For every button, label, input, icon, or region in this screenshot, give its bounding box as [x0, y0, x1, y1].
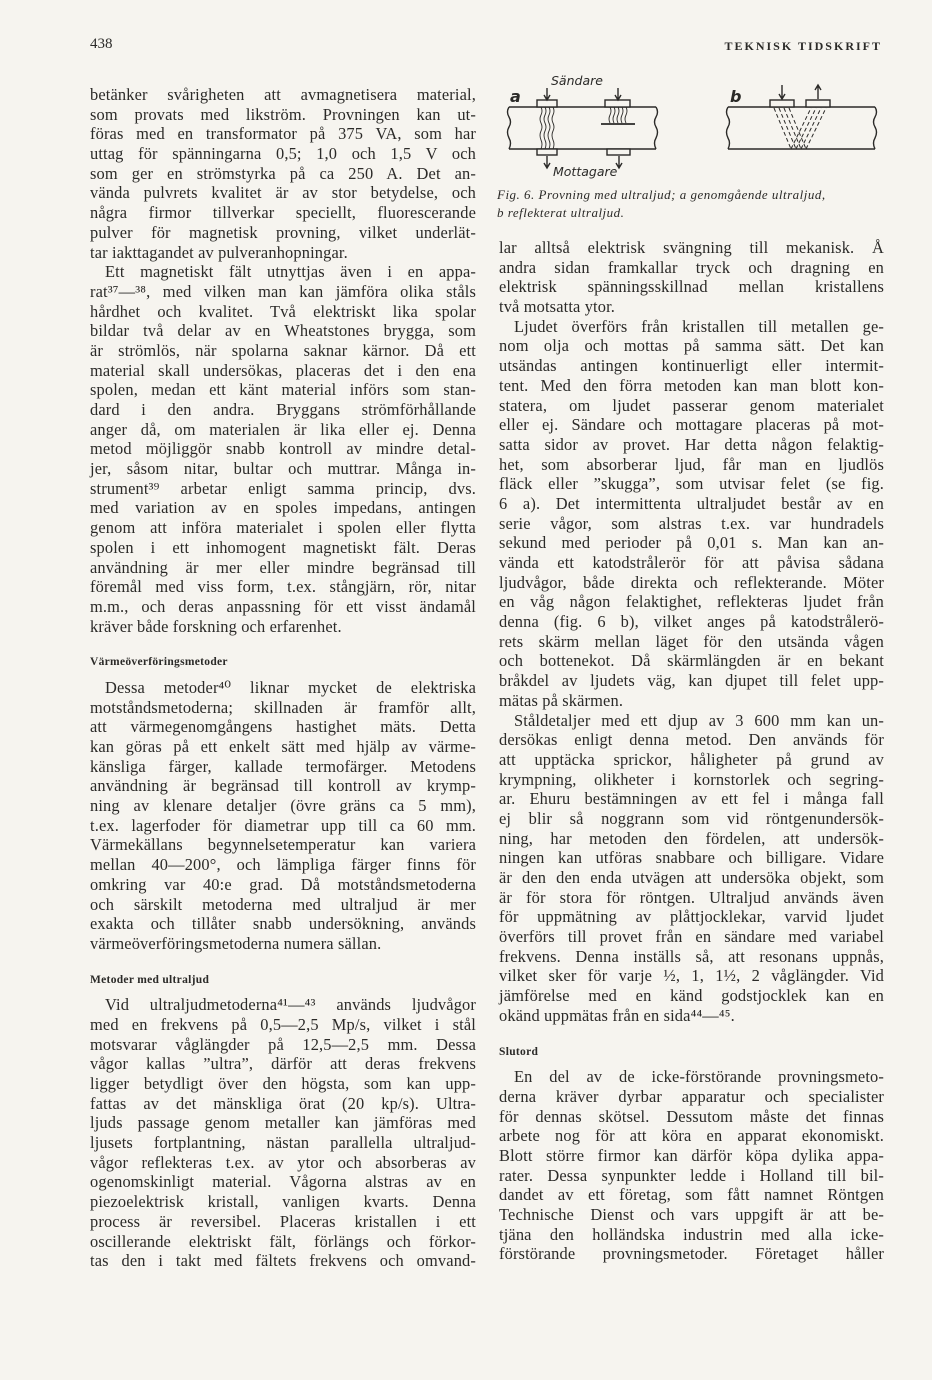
text-line: ning av klenare detaljer (övre gräns ca 5 mm),	[90, 796, 476, 816]
section-heading: Värmeöverföringsmetoder	[90, 656, 228, 669]
text-line: Blott större firmor kan därför köpa dylika appa-	[499, 1145, 884, 1165]
paragraph	[499, 317, 884, 711]
text-line: uttag för spänningarna 0,5; 1,0 och 1,5 V och	[90, 144, 476, 164]
text-line: tas den i takt med fältets frekvens och omvand-	[90, 1251, 476, 1271]
text-line: strument³⁹ arbetar enligt samma princip, dvs.	[90, 478, 476, 498]
text-line: som provats med likström. Provningen kan ut-	[90, 104, 476, 124]
text-line: statera, om ljudet passerar genom materialet	[499, 395, 884, 415]
text-line: motsvarar våglängder på 12,5—2,5 mm. Dessa	[90, 1034, 476, 1054]
text-line: med variation av en spoles impedans, antingen	[90, 498, 476, 518]
text-line: rets skärm mellan läget för den utsända vågen	[499, 631, 884, 651]
text-line: överförs till provet från en sändare med variabel	[499, 927, 884, 947]
text-line: fläck eller ”skugga”, som utvisar felet (se fig.	[499, 474, 884, 494]
right-text-column	[499, 238, 884, 1264]
text-line: eller ej. Sändare och mottagare placeras på mot-	[499, 415, 884, 435]
text-line: med en frekvens på 0,5—2,5 Mp/s, vilket i stål	[90, 1014, 476, 1034]
text-line: ningen kan utföras snabbare och billigare. Vidare	[499, 848, 884, 868]
text-line: ligger betydligt över den högsta, som kan upp-	[90, 1074, 476, 1093]
text-line: anger då, om materialen är lika eller ej. Denna	[90, 419, 476, 439]
text-line: kan göras på ett enkelt sätt med hjälp av värme-	[90, 737, 476, 756]
text-line: vända ett katodstrålerör för att påvisa sådana	[499, 553, 884, 572]
text-line: Värmekällans begynnelsetemperatur kan variera	[90, 835, 476, 855]
text-line: föras med en transformator på 375 VA, som har	[90, 124, 476, 144]
text-line: tar iakttagandet av pulveranhopningar.	[90, 242, 348, 262]
text-line: pulver för magnetisk provning, vilket underlät-	[90, 222, 476, 242]
text-line: Ett magnetiskt fält utnyttjas även i en appa-	[105, 262, 476, 282]
text-line: okänd uppmätas från en sida⁴⁴—⁴⁵.	[499, 1005, 735, 1025]
text-line: två motsatta ytor.	[499, 297, 616, 317]
text-line: En del av de icke-förstörande provningsmeto-	[514, 1067, 884, 1087]
text-line: Vid ultraljudmetoderna⁴¹—⁴³ används ljudvågor	[105, 995, 476, 1015]
text-line: frekvens. Denna inställs så, att resonans uppnås,	[499, 946, 884, 966]
text-line: dersökas enligt denna metod. Den används för	[499, 730, 884, 750]
text-line: rat³⁷—³⁸, med vilken man kan jämföra olika ståls	[90, 281, 476, 301]
text-line: 6 a). Det intermittenta ultraljudet består av en	[499, 493, 884, 513]
text-line: ej blir så noggrann som vid röntgenundersök-	[499, 808, 884, 828]
text-line: att upptäcka sprickor, håligheter på grund av	[499, 749, 884, 769]
text-line: är den den enda utvägen att undersöka objekt, som	[499, 868, 884, 887]
text-line: jämförelse med en känd godstjocklek kan en	[499, 986, 884, 1006]
text-line: Technische Dienst och vars uppgift är att be-	[499, 1205, 884, 1224]
text-line: ar. Ehuru bestämningen av ett fel i många fall	[499, 789, 884, 809]
page-number: 438	[90, 36, 113, 52]
text-line: vilket sker för varje ½, 1, 1½, 2 våglängder. Vid	[499, 966, 884, 986]
text-line: Ståldetaljer med ett djup av 3 600 mm kan un-	[514, 710, 884, 730]
sender-label: Sändare	[551, 73, 603, 88]
text-line: motståndsmetoderna; skillnaden är framför allt,	[90, 697, 476, 717]
text-line: dandet av ett företag, som fått namnet Röntgen	[499, 1185, 884, 1205]
text-line: utsändas antingen kontinuerligt eller intermit-	[499, 356, 884, 376]
text-line: vågor reflekteras t.ex. av ytor och absorberas av	[90, 1152, 476, 1172]
paragraph	[90, 85, 476, 262]
paragraph	[90, 678, 476, 954]
text-line: spolen, medan ett känt material införs som stan-	[90, 380, 476, 400]
text-line: som ger en strömstyrka på ca 250 A. Det an-	[90, 163, 476, 183]
text-line: satta sidor av provet. Har detta någon felaktig-	[499, 434, 884, 454]
receiver-label: Mottagare	[553, 164, 618, 179]
text-line: process är reversibel. Placeras kristallen i ett	[90, 1211, 476, 1231]
text-line: kräver både forskning och erfarenhet.	[90, 616, 342, 636]
paragraph	[499, 238, 884, 317]
text-line: Ljudet överförs från kristallen till metallen ge-	[514, 316, 884, 336]
text-line: och särskilt metoderna med ultraljud är mer	[90, 894, 476, 914]
text-line: arbete nog för att köra en apparat ekonomiskt.	[499, 1126, 884, 1146]
text-line: användning är begränsad till kontroll av krymp-	[90, 776, 476, 796]
text-line: användning är mer eller mindre begränsad till	[90, 557, 476, 577]
paragraph	[499, 1067, 884, 1264]
figure-6-ultrasound-diagram	[495, 70, 895, 230]
text-line: förstörande provningsmetoder. Företaget håller	[499, 1244, 884, 1264]
panel-a-workpiece	[508, 88, 658, 168]
section-heading: Slutord	[499, 1045, 539, 1058]
panel-b-workpiece	[727, 85, 877, 149]
text-line: och bottenekot. Då skärmlängden är en bekant	[499, 651, 884, 671]
paragraph	[90, 262, 476, 636]
text-line: serie vågor, som alstras t.ex. var hundradels	[499, 513, 884, 533]
text-line: lar alltså elektrisk svängning till mekanisk. Å	[499, 238, 884, 257]
text-line: exakta och tillåter snabb undersökning, används	[90, 914, 476, 934]
text-line: krympning, olikheter i kornstorlek och segring-	[499, 769, 884, 789]
text-line: derna kräver dyrbar apparatur och specialister	[499, 1086, 884, 1106]
text-line: ljudvågor, både direkta och reflekterande. Möter	[499, 572, 884, 592]
panel-b-label: b	[730, 87, 742, 106]
text-line: het, som absorberar ljud, får man en ljudlös	[499, 454, 884, 474]
section-heading: Metoder med ultraljud	[90, 973, 210, 986]
text-line: ning, har metoden den fördelen, att undersök-	[499, 828, 884, 848]
text-line: några firmor tillverkar speciellt, fluorescerande	[90, 203, 476, 223]
text-line: för dennas skötsel. Dessutom måste det finnas	[499, 1106, 884, 1126]
text-line: genom att införa materialet i spolen eller flytta	[90, 518, 476, 538]
text-line: spolen i ett inhomogent magnetiskt fält. Deras	[90, 537, 476, 557]
text-line: mellan 40—200°, och lämpliga färger finns för	[90, 855, 476, 875]
text-line: bildar två delar av en Wheatstones brygga, som	[90, 321, 476, 341]
text-line: för uppmätning av plåttjocklekar, varvid ljudet	[499, 907, 884, 927]
text-line: elektrisk spänningsskillnad mellan kristallens	[499, 277, 884, 297]
text-line: m.m., och deras anpassning för ett visst ändamål	[90, 596, 476, 616]
paragraph	[499, 711, 884, 1026]
text-line: nom olja och mottas på samma sätt. Det kan	[499, 336, 884, 356]
text-line: jer, såsom nitar, bultar och muttrar. Många in-	[90, 459, 476, 479]
text-line: dard i den andra. Bryggans strömförhållande	[90, 400, 476, 419]
text-line: att värmegenomgångens hastighet mäts. Detta	[90, 717, 476, 737]
text-line: ljusets fortplantning, nästan parallella ultraljud-	[90, 1133, 476, 1153]
text-line: sekund med perioder på 0,01 s. Man kan an-	[499, 533, 884, 553]
text-line: tent. Med den förra metoden kan man blott kon-	[499, 375, 884, 395]
text-line: vända pulvrets kvalitet är av stor betydelse, och	[90, 183, 476, 203]
text-line: omkring var 40:e grad. Då motståndsmetoderna	[90, 874, 476, 894]
running-header-journal: TEKNISK TIDSKRIFT	[724, 39, 882, 53]
paragraph	[90, 995, 476, 1271]
text-line: hårdhet och kvalitet. Två elektriskt lika spolar	[90, 301, 476, 321]
text-line: en våg någon felaktighet, reflekteras ljudet från	[499, 592, 884, 612]
text-line: oscillerande elektriskt fält, förlängs och förkor-	[90, 1231, 476, 1251]
text-line: är strömlös, när spolarna saknar kärnor. Då ett	[90, 340, 476, 360]
left-text-column	[90, 85, 476, 1271]
text-line: vågor kallas ”ultra”, därför att deras frekvens	[90, 1054, 476, 1074]
text-line: betänker svårigheten att avmagnetisera material,	[90, 85, 476, 104]
text-line: mätas på skärmen.	[499, 690, 624, 710]
text-line: värmeöverföringsmetoderna numera sällan.	[90, 933, 382, 953]
text-line: föremål med viss form, t.ex. stångjärn, rör, nitar	[90, 577, 476, 597]
panel-a-label: a	[510, 87, 521, 106]
figure-caption-line: Fig. 6. Provning med ultraljud; a genomgående ultraljud,	[497, 187, 826, 202]
text-line: fattas av det mänskliga örat (20 kp/s). Ultra-	[90, 1093, 476, 1113]
text-line: ogenomskinligt material. Vågorna alstras av en	[90, 1172, 476, 1192]
text-line: andra sidan framkallar tryck och dragning en	[499, 257, 884, 277]
text-line: tjäna den holländska industrin med alla icke-	[499, 1224, 884, 1244]
text-line: ljuds passage genom metaller kan jämföras med	[90, 1113, 476, 1133]
figure-caption-line: b reflekterat ultraljud.	[497, 205, 625, 220]
text-line: rater. Dessa synpunkter ledde i Holland till bil-	[499, 1165, 884, 1185]
text-line: piezoelektrisk kristall, vanligen kvarts. Denna	[90, 1192, 476, 1212]
text-line: t.ex. lagerfoder för diametrar upp till ca 60 mm.	[90, 815, 476, 835]
text-line: är för stora för röntgen. Ultraljud används även	[499, 887, 884, 907]
text-line: denna (fig. 6 b), vilket anges på katodstrålerö-	[499, 612, 884, 632]
text-line: metod möjliggör snabb kontroll av mindre detal-	[90, 439, 476, 459]
text-line: Dessa metoder⁴⁰ liknar mycket de elektriska	[105, 677, 476, 697]
text-line: känsliga färger, kallade termofärger. Metodens	[90, 756, 476, 776]
text-line: bråkdel av ljudets väg, kan djupet till felet upp-	[499, 671, 884, 691]
text-line: material skall undersökas, placeras det i den ena	[90, 360, 476, 380]
